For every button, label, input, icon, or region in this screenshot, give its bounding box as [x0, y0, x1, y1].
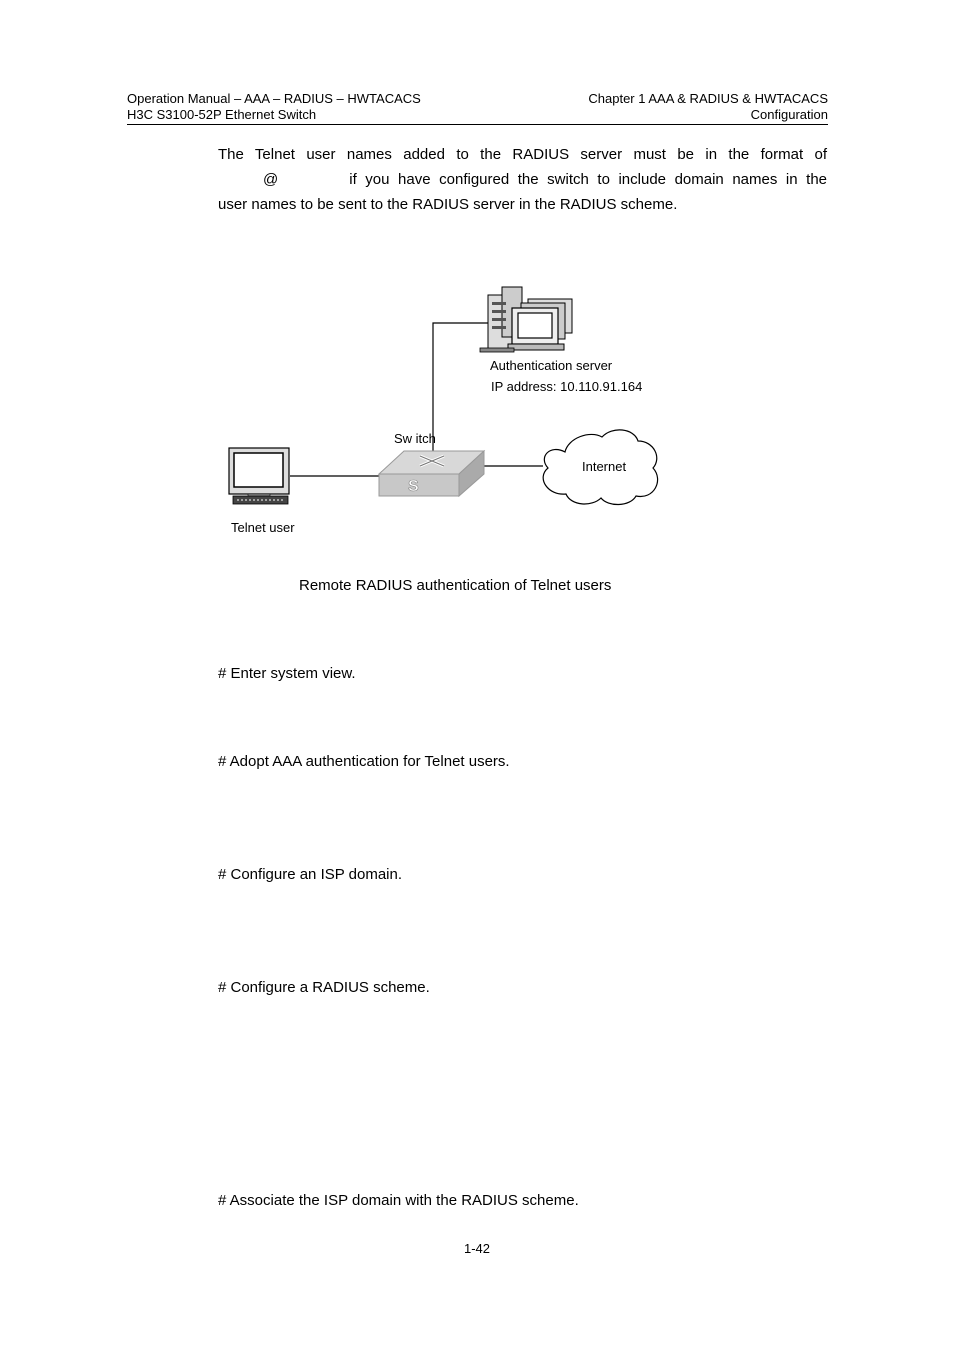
paragraph-line-3: user names to be sent to the RADIUS server in the RADIUS scheme.	[218, 196, 678, 213]
server-icon	[480, 287, 572, 352]
paragraph-line-2-text: if you have configured the switch to include domain names in the	[349, 171, 827, 188]
workstation-icon	[229, 448, 289, 504]
header-section: Configuration	[750, 107, 828, 122]
header-chapter: Chapter 1 AAA & RADIUS & HWTACACS	[588, 91, 828, 106]
step-configure-radius-scheme: # Configure a RADIUS scheme.	[218, 979, 430, 996]
switch-label: Sw itch	[394, 431, 436, 446]
step-associate-domain: # Associate the ISP domain with the RADIUS scheme.	[218, 1192, 579, 1209]
internet-label: Internet	[582, 459, 627, 474]
figure-caption: Remote RADIUS authentication of Telnet users	[299, 577, 612, 594]
switch-server-link	[433, 323, 490, 452]
server-label: Authentication server	[490, 358, 613, 373]
svg-text:S: S	[408, 478, 419, 495]
step-enter-system-view: # Enter system view.	[218, 665, 356, 682]
server-ip-label: IP address: 10.110.91.164	[491, 379, 643, 394]
header-manual-title: Operation Manual – AAA – RADIUS – HWTACACS	[127, 91, 421, 106]
step-configure-isp-domain: # Configure an ISP domain.	[218, 866, 403, 883]
telnet-user-label: Telnet user	[231, 520, 295, 535]
paragraph-line-1: The Telnet user names added to the RADIUS server must be in the format of	[218, 146, 827, 163]
header-product: H3C S3100-52P Ethernet Switch	[127, 107, 317, 122]
step-adopt-aaa: # Adopt AAA authentication for Telnet users.	[218, 753, 510, 770]
page-number: 1-42	[463, 1241, 491, 1256]
at-symbol: @	[263, 171, 279, 188]
switch-icon	[379, 451, 484, 496]
